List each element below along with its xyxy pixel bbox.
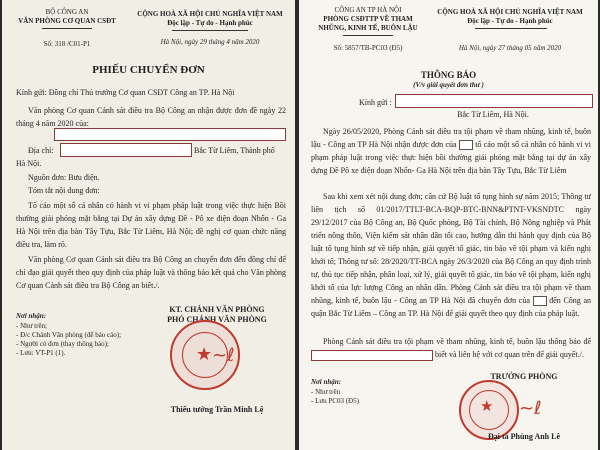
redacted-notified-person <box>311 350 433 361</box>
agency-sub-1: PHÒNG CSĐTTP VỀ THAM <box>323 15 413 23</box>
paragraph-forward: Văn phòng Cơ quan Cảnh sát điều tra Bộ Công an chuyển đơn đến đồng chí để chỉ đạo giải quyết theo quy định của pháp luật và thông báo kết quả cho Văn phòng Cơ quan Cảnh sát điều tra Bộ Công an biết./. <box>16 255 286 290</box>
agency-underline <box>343 35 393 36</box>
source-of-petition: Nguồn đơn: Bưu điện. <box>28 173 100 182</box>
redacted-name <box>54 128 286 141</box>
recipient-1: - Như trên <box>311 388 341 396</box>
address-label: Địa chỉ: <box>28 146 54 155</box>
sign-title-2: PHÓ CHÁNH VĂN PHÒNG <box>167 315 267 324</box>
address-value: Bắc Từ Liêm, Thành phố <box>194 146 275 155</box>
doc-subtitle: (V/v giải quyết đơn thư ) <box>413 81 484 89</box>
place-date: Hà Nội, ngày 29 tháng 4 năm 2020 <box>160 38 260 46</box>
redacted-recipient <box>395 94 593 108</box>
kinh-gui: Kính gửi: Đồng chí Thủ trưởng Cơ quan CSĐT Công an TP. Hà Nội <box>16 88 235 97</box>
recipients-label: Nơi nhận: <box>311 378 342 386</box>
recipient-address: Bắc Từ Liêm, Hà Nội. <box>457 110 529 119</box>
paragraph-received: Văn phòng Cơ quan Cảnh sát điều tra Bộ Công an nhận được đơn đề ngày 22 tháng 4 năm 2020 của: <box>16 106 286 128</box>
recipients-label: Nơi nhận: <box>16 312 47 320</box>
signer-name: Thiếu tướng Trần Minh Lệ <box>170 405 264 414</box>
signature-left: ~ℓ <box>212 345 235 366</box>
nation-header: CỘNG HOÀ XÃ HỘI CHỦ NGHĨA VIỆT NAM <box>437 8 583 16</box>
address-cont: Hà Nội. <box>16 159 42 168</box>
agency-sub: VĂN PHÒNG CƠ QUAN CSĐT <box>18 17 116 25</box>
doc-number: Số: 318 /C01-P1 <box>43 40 91 48</box>
motto-underline <box>172 30 248 31</box>
kinh-gui: Kính gửi : <box>359 98 392 107</box>
redacted-address <box>60 143 192 157</box>
seal-star-icon: ★ <box>480 399 494 415</box>
recipient-4: - Lưu: VT-P1 (1). <box>16 349 66 357</box>
agency-top: CÔNG AN TP HÀ NỘI <box>334 6 402 14</box>
summary-label: Tóm tắt nội dung đơn: <box>28 186 100 195</box>
signer-name: Đại tá Phùng Anh Lê <box>487 432 561 441</box>
seal-star-icon: ★ <box>196 344 213 364</box>
recipient-2: - Lưu PC03 (Đ5) <box>311 397 359 405</box>
doc-title: THÔNG BÁO <box>420 70 477 80</box>
nation-header: CỘNG HOÀ XÃ HỘI CHỦ NGHĨA VIỆT NAM <box>137 10 283 18</box>
official-seal <box>459 380 519 440</box>
sign-title-1: KT. CHÁNH VĂN PHÒNG <box>169 305 265 314</box>
recipient-3: - Người có đơn (thay thông báo); <box>16 340 109 348</box>
motto: Độc lập - Tự do - Hạnh phúc <box>167 19 253 27</box>
doc-number: Số: 5857/TB-PC03 (Đ5) <box>333 44 403 52</box>
agency-underline <box>42 28 92 29</box>
motto: Độc lập - Tự do - Hạnh phúc <box>467 17 553 25</box>
motto-underline <box>475 28 547 29</box>
paragraph-legal-basis: Sau khi xem xét nội dung đơn; căn cứ Bộ luật tố tụng hình sự năm 2015; Thông tư liên tịch số 01/2017/TTLT-BCA-BQP-BTC-BNN&PTNT-VKSNDTC ngày 29/12/2017 của Bộ Công an, Bộ Quốc phòng, Bộ Tài chính, Bộ Nông nghiệp và Phát triển nông thôn, Viện kiểm sát nhân dân tối cao, hướng dẫn thi hành quy định của Bộ luật tố tụng hình sự về tiếp nhận, giải quyết tố giác, tin báo về tội phạm và kiến nghị khởi tố; Thông tư số: 28/2020/TT-BCA ngày 26/3/2020 của Bộ Công an quy định trình tự, thủ tục tiếp nhận, phân loại, xử lý, giải quyết tố giác, tin báo về tội phạm, kiến nghị khởi tố của lực lượng Công an nhân dân. Phòng Cảnh sát điều tra tội phạm về tham nhũng, kinh tế, buôn lậu - Công an TP Hà Nội đã chuyển đơn của đến Công an quận Bắc Từ Liêm – Công an TP. Hà Nội để giải quyết theo quy định của pháp luật. <box>311 192 592 318</box>
paragraph-summary: Tố cáo một số cá nhân có hành vi vi phạm pháp luật trong việc thực hiện Bồi thường giải phóng mặt bằng tại Dự án xây dựng Đề - Pô xe điện đoạn Nhổn - Ga Hà Nội trên địa bàn Tây Tựu, Bắc Từ Liêm, Hà Nội; đề nghị cơ quan chức năng điều tra, làm rõ. <box>16 201 286 249</box>
redacted-sender <box>459 140 473 150</box>
doc-title: PHIẾU CHUYỂN ĐƠN <box>92 64 205 76</box>
place-date: Hà Nội, ngày 27 tháng 05 năm 2020 <box>458 44 562 52</box>
recipient-2: - Đ/c Chánh Văn phòng (để báo cáo); <box>16 331 122 339</box>
document-thong-bao <box>299 0 598 450</box>
paragraph-received: Ngày 26/05/2020, Phòng Cảnh sát điều tra tội phạm về tham nhũng, kinh tế, buôn lậu - Công an TP Hà Nội nhận được đơn của tố cáo một số cá nhân có hành vi vi phạm pháp luật trong việc thực hiện bồi thường giải phóng mặt bằng tại dự án xây dựng Đề Pô xe điện đoạn Nhổn- Ga Hà Nội trên địa bàn Tây Tựu, Bắc Từ Liêm <box>311 127 592 175</box>
sign-title: TRƯỞNG PHÒNG <box>490 372 558 381</box>
redacted-sender-2 <box>533 296 547 306</box>
agency-top: BỘ CÔNG AN <box>45 8 89 16</box>
document-phieu-chuyen-don <box>2 0 295 450</box>
agency-sub-2: NHŨNG, KINH TẾ, BUÔN LẬU <box>318 24 418 32</box>
paragraph-notice: Phòng Cảnh sát điều tra tội phạm về tham nhũng, kinh tế, buôn lậu thông báo để biết và liên hệ với cơ quan trên để giải quyết./. <box>311 335 591 361</box>
recipient-1: - Như trên; <box>16 322 48 330</box>
signature-right: ~ℓ <box>519 398 542 419</box>
